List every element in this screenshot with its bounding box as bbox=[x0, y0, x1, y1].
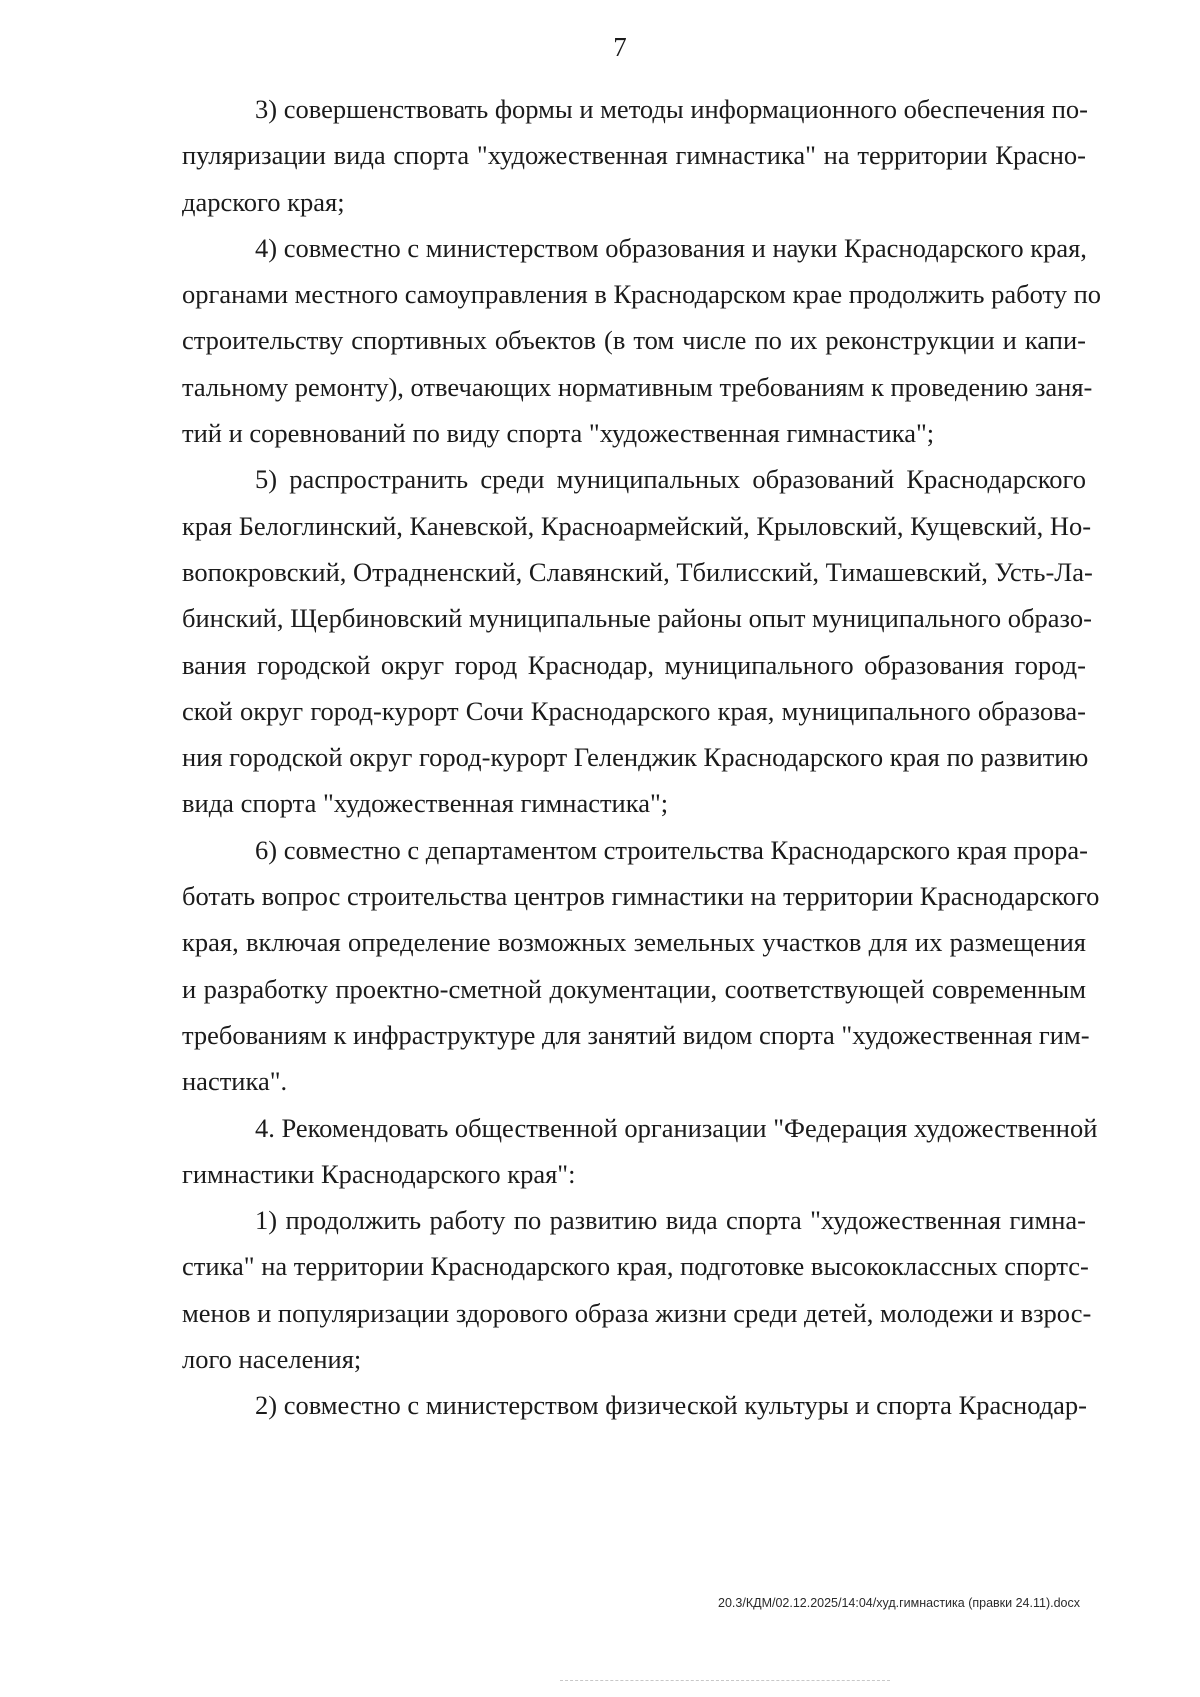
footer-file-stamp: 20.3/КДМ/02.12.2025/14:04/худ.гимнастика (правки 24.11).docx bbox=[718, 1596, 1080, 1610]
text-line: 4) совместно с министерством образования и науки Краснодарского края, bbox=[255, 232, 1087, 263]
text-line: 5) распространить среди муниципальных образований Краснодарского bbox=[255, 464, 1086, 495]
text-line: стика" на территории Краснодарского края, подготовке высококлассных спортс- bbox=[182, 1251, 1089, 1282]
text-line: 6) совместно с департаментом строительства Краснодарского края прора- bbox=[255, 834, 1088, 865]
text-line: тальному ремонту), отвечающих нормативным требованиям к проведению заня- bbox=[182, 371, 1093, 402]
document-body bbox=[182, 86, 1102, 1429]
text-line: края Белоглинский, Каневской, Красноармейский, Крыловский, Кущевский, Но- bbox=[182, 510, 1092, 541]
text-line: 4. Рекомендовать общественной организации "Федерация художественной bbox=[255, 1112, 1098, 1143]
text-line: края, включая определение возможных земельных участков для их размещения bbox=[182, 927, 1086, 958]
text-line: гимнастики Краснодарского края": bbox=[182, 1158, 576, 1189]
text-line: тий и соревнований по виду спорта "художественная гимнастика"; bbox=[182, 418, 935, 449]
text-line: вопокровский, Отрадненский, Славянский, Тбилисский, Тимашевский, Усть-Ла- bbox=[182, 556, 1093, 587]
text-line: лого населения; bbox=[182, 1344, 362, 1375]
text-line: менов и популяризации здорового образа жизни среди детей, молодежи и взрос- bbox=[182, 1297, 1092, 1328]
text-line: требованиям к инфраструктуре для занятий видом спорта "художественная гим- bbox=[182, 1019, 1090, 1050]
text-line: и разработку проектно-сметной документации, соответствующей современным bbox=[182, 973, 1086, 1004]
text-line: дарского края; bbox=[182, 186, 345, 217]
text-line: вания городской округ город Краснодар, муниципального образования город- bbox=[182, 649, 1086, 680]
text-line: 1) продолжить работу по развитию вида спорта "художественная гимна- bbox=[255, 1205, 1086, 1236]
scan-edge-artifact bbox=[560, 1680, 890, 1682]
text-line: настика". bbox=[182, 1066, 288, 1097]
page-number: 7 bbox=[613, 32, 627, 62]
text-line: ботать вопрос строительства центров гимнастики на территории Краснодарского bbox=[182, 881, 1100, 912]
text-line: бинский, Щербиновский муниципальные районы опыт муниципального образо- bbox=[182, 603, 1092, 634]
text-line: 3) совершенствовать формы и методы информационного обеспечения по- bbox=[255, 94, 1088, 124]
text-line: органами местного самоуправления в Краснодарском крае продолжить работу по bbox=[182, 279, 1102, 310]
text-line: строительству спортивных объектов (в том числе по их реконструкции и капи- bbox=[182, 325, 1086, 356]
text-line: вида спорта "художественная гимнастика"; bbox=[182, 788, 669, 819]
text-line: 2) совместно с министерством физической культуры и спорта Краснодар- bbox=[255, 1390, 1088, 1421]
text-line: пуляризации вида спорта "художественная гимнастика" на территории Красно- bbox=[182, 140, 1086, 171]
text-line: ской округ город-курорт Сочи Краснодарского края, муниципального образова- bbox=[182, 695, 1086, 726]
text-line: ния городской округ город-курорт Геленджик Краснодарского края по развитию bbox=[182, 742, 1089, 773]
